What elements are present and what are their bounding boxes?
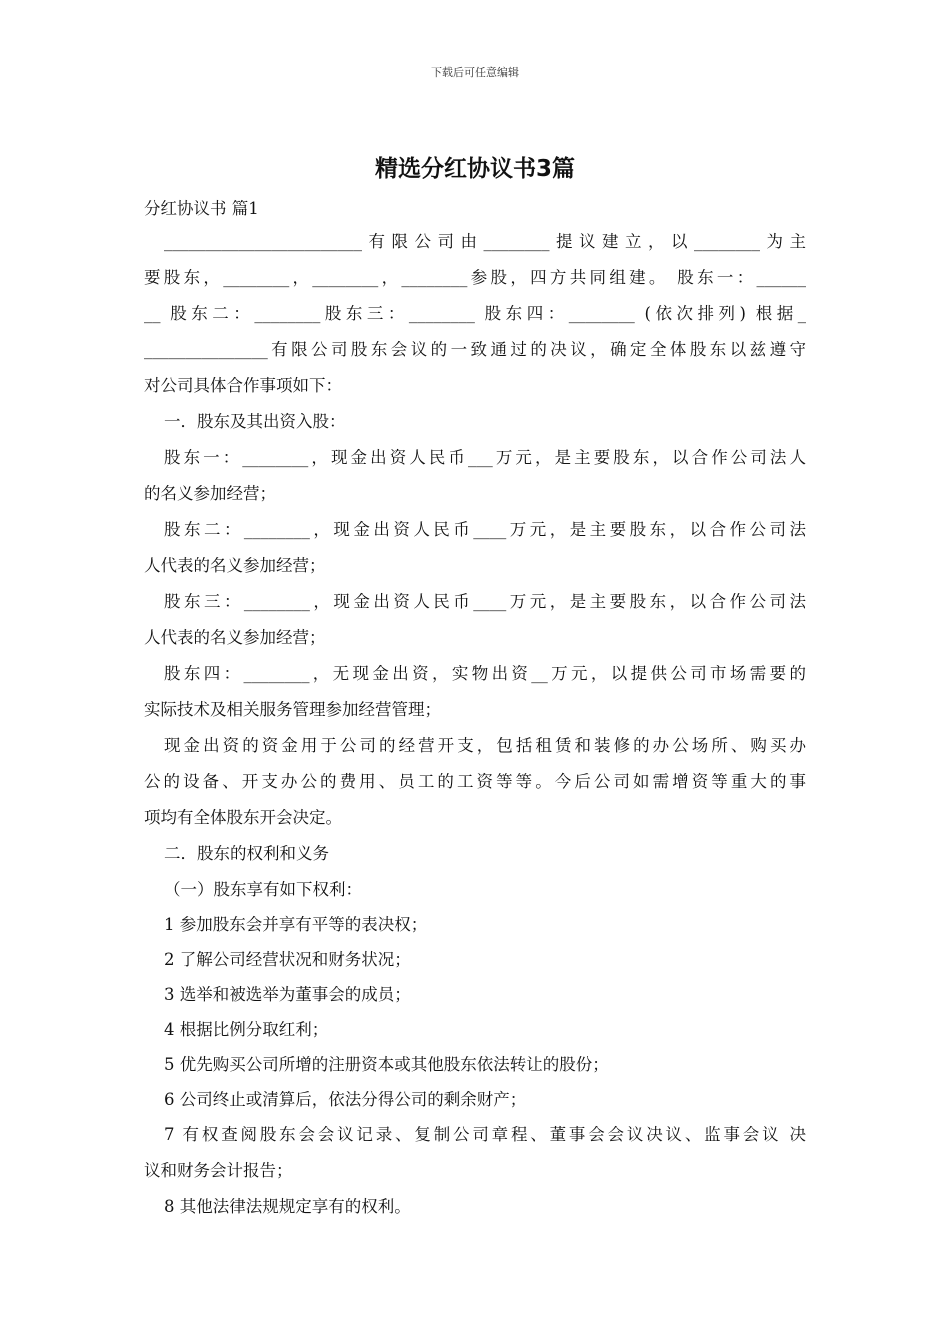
list-item: 4 根据比例分取红利； xyxy=(164,1020,329,1039)
list-item: 6 公司终止或清算后，依法分得公司的剩余财产； xyxy=(164,1090,527,1109)
list-item: 8 其他法律法规规定享有的权利。 xyxy=(164,1197,411,1216)
document-body xyxy=(144,194,806,1225)
paragraph-line: 要股东，________，________，________参股，四方共同组建。 股东一：______ xyxy=(144,268,806,287)
paragraph-line: 的名义参加经营； xyxy=(144,484,276,503)
paragraph-line: 对公司具体合作事项如下： xyxy=(144,376,342,395)
paragraph-line: 股东四：________，无现金出资，实物出资__万元，以提供公司市场需要的 xyxy=(164,664,806,683)
paragraph-line: 公的设备、开支办公的费用、员工的工资等等。今后公司如需增资等重大的事 xyxy=(144,772,806,791)
list-item: 2 了解公司经营状况和财务状况； xyxy=(164,950,411,969)
paragraph-line: _______________有限公司股东会议的一致通过的决议，确定全体股东以兹遵守 xyxy=(144,340,806,359)
list-item-continuation: 议和财务会计报告； xyxy=(144,1161,293,1180)
section-heading: 分红协议书 篇1 xyxy=(144,199,259,218)
header-note: 下载后可任意编辑 xyxy=(431,66,519,79)
paragraph-line: 项均有全体股东开会决定。 xyxy=(144,808,342,827)
paragraph-line: 股东三：________，现金出资人民币____万元，是主要股东，以合作公司法 xyxy=(164,592,806,611)
sub-clause-heading: （一）股东享有如下权利： xyxy=(164,880,362,899)
paragraph-line: 股东一：________，现金出资人民币___万元，是主要股东，以合作公司法人 xyxy=(164,448,806,467)
paragraph-line: 实际技术及相关服务管理参加经营管理； xyxy=(144,700,441,719)
paragraph-line: 人代表的名义参加经营； xyxy=(144,628,326,647)
list-item: 7 有权查阅股东会会议记录、复制公司章程、董事会会议决议、监事会议 决 xyxy=(164,1125,806,1144)
paragraph-line: 现金出资的资金用于公司的经营开支，包括租赁和装修的办公场所、购买办 xyxy=(164,736,806,755)
clause-heading: 一．股东及其出资入股： xyxy=(164,412,346,431)
clause-heading: 二．股东的权利和义务 xyxy=(164,844,329,863)
list-item: 5 优先购买公司所增的注册资本或其他股东依法转让的股份； xyxy=(164,1055,609,1074)
list-item: 1 参加股东会并享有平等的表决权； xyxy=(164,915,428,934)
paragraph-line: 股东二：________，现金出资人民币____万元，是主要股东，以合作公司法 xyxy=(164,520,806,539)
list-item: 3 选举和被选举为董事会的成员； xyxy=(164,985,411,1004)
document-title: 精选分红协议书3篇 xyxy=(374,156,575,182)
paragraph-line: ________________________有限公司由________提议建立，以________为主 xyxy=(164,232,806,251)
paragraph-line: __ 股东二：________股东三：________ 股东四：________ (依次排列) 根据_ xyxy=(144,304,806,323)
paragraph-line: 人代表的名义参加经营； xyxy=(144,556,326,575)
